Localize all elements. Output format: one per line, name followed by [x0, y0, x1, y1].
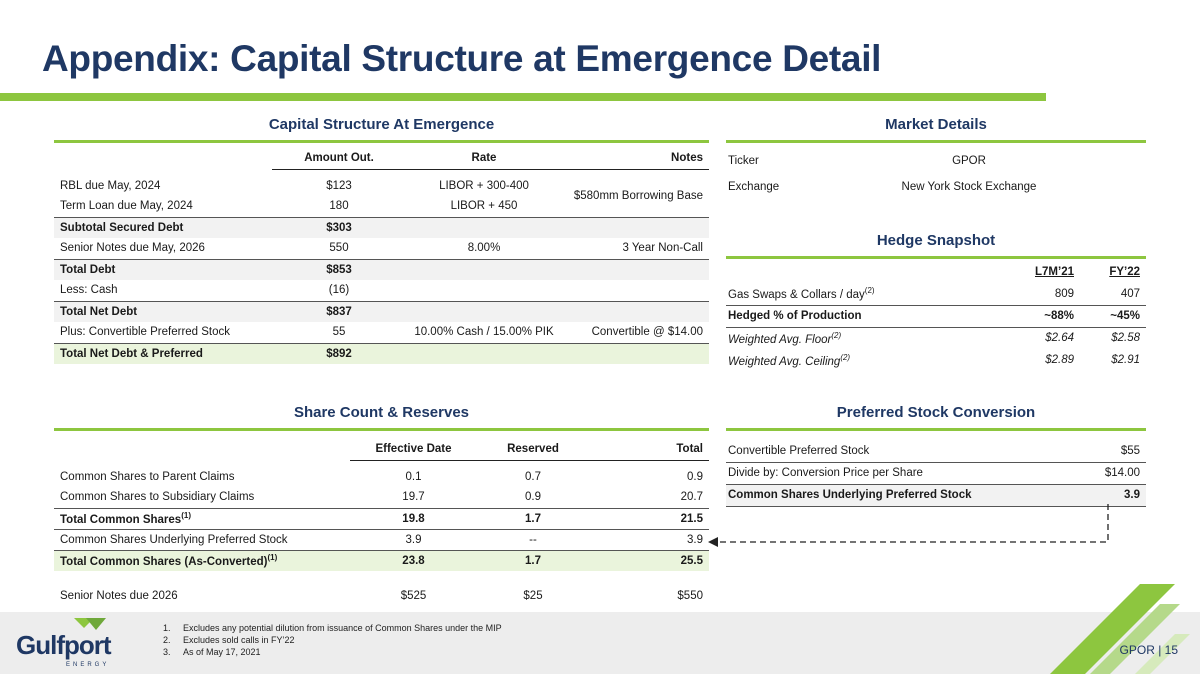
- table-row: Total Net Debt $837: [54, 301, 709, 322]
- preferred-conversion-heading: Preferred Stock Conversion: [836, 404, 1036, 421]
- market-details-heading: Market Details: [885, 116, 987, 133]
- title-underline: [0, 93, 1046, 101]
- table-row: Common Shares Underlying Preferred Stock 3.9: [726, 484, 1146, 506]
- hedge-snapshot-heading: Hedge Snapshot: [876, 232, 996, 249]
- table-row: Subtotal Secured Debt $303: [54, 217, 709, 238]
- table-row: Weighted Avg. Floor$^{(2)}$ $2.64 $2.58: [728, 330, 1140, 346]
- table-row: Senior Notes due 2026 $525 $25 $550: [60, 589, 703, 602]
- col-total-header: Total: [589, 439, 709, 460]
- table-row: Total Net Debt & Preferred $892: [54, 343, 709, 364]
- table-row: Less: Cash (16): [60, 284, 350, 297]
- gulfport-logo-icon: [14, 616, 124, 668]
- table-row: Ticker GPOR: [728, 155, 986, 167]
- table-row: Senior Notes due May, 2026 550 8.00% 3 Year Non-Call: [60, 242, 703, 255]
- gulfport-logo: [14, 616, 124, 673]
- table-row: Convertible Preferred Stock $55: [726, 440, 1146, 462]
- capital-structure-table: [54, 148, 709, 364]
- page-title: Appendix: Capital Structure at Emergence Detail: [42, 38, 882, 79]
- footnote-item: 3. As of May 17, 2021: [163, 647, 261, 657]
- svg-text:ENERGY: ENERGY: [66, 662, 110, 668]
- col-fy22-header: FY’22: [1109, 266, 1140, 278]
- page-number: GPOR | 15: [1119, 643, 1178, 657]
- preferred-conversion-divider: [726, 428, 1146, 431]
- table-row: Exchange New York Stock Exchange: [728, 181, 1037, 193]
- footnote-item: 2. Excludes sold calls in FY’22: [163, 635, 295, 645]
- capital-structure-heading: Capital Structure At Emergence: [268, 116, 495, 133]
- col-reserved-header: Reserved: [477, 439, 589, 460]
- conversion-connector-arrow: [700, 500, 1120, 550]
- table-row: Term Loan due May, 2024 180 LIBOR + 450: [60, 200, 518, 213]
- borrowing-base-note: $580mm Borrowing Base: [573, 189, 703, 202]
- market-details-table: [726, 148, 1146, 200]
- table-row: Total Common Shares$^{(1)}$ 19.8 1.7 21.5: [54, 508, 709, 529]
- table-row: Total Debt $853: [54, 259, 709, 280]
- share-count-heading: Share Count & Reserves: [293, 404, 470, 421]
- hedge-snapshot-table: [726, 261, 1146, 371]
- table-row: Gas Swaps & Collars / day$^{(2)}$ 809 407: [726, 283, 1146, 305]
- decorative-stripes: [990, 574, 1200, 674]
- table-row: Common Shares to Parent Claims 0.1 0.7 0.9: [60, 470, 703, 483]
- table-row: Plus: Convertible Preferred Stock 55 10.00% Cash / 15.00% PIK Convertible @ $14.00: [60, 326, 703, 339]
- col-amount-header: Amount Out.: [272, 148, 406, 169]
- col-notes-header: Notes: [562, 148, 709, 169]
- share-count-divider: [54, 428, 709, 431]
- col-effective-date-header: Effective Date: [350, 439, 477, 460]
- hedge-snapshot-divider: [726, 256, 1146, 259]
- col-l7m-header: L7M’21: [1035, 266, 1074, 278]
- table-row: Hedged % of Production ~88% ~45%: [726, 305, 1146, 327]
- capital-structure-divider: [54, 140, 709, 143]
- footnote-item: 1. Excludes any potential dilution from issuance of Common Shares under the MIP: [163, 623, 502, 633]
- table-row: Common Shares Underlying Preferred Stock 3.9 -- 3.9: [54, 529, 709, 550]
- table-row: Common Shares to Subsidiary Claims 19.7 0.9 20.7: [60, 491, 703, 504]
- svg-text:Gulfport: Gulfport: [16, 630, 111, 660]
- table-row: Total Common Shares (As-Converted)$^{(1)}$ 23.8 1.7 25.5: [54, 550, 709, 571]
- footnotes: [163, 622, 502, 658]
- share-count-table: [54, 439, 709, 606]
- table-row: RBL due May, 2024 $123 LIBOR + 300-400 $580mm Borrowing Base: [54, 175, 709, 196]
- col-rate-header: Rate: [406, 148, 562, 169]
- table-row: Weighted Avg. Ceiling$^{(2)}$ $2.89 $2.91: [728, 352, 1140, 368]
- table-row: Divide by: Conversion Price per Share $14.00: [726, 462, 1146, 484]
- market-details-divider: [726, 140, 1146, 143]
- preferred-conversion-table: [726, 440, 1146, 507]
